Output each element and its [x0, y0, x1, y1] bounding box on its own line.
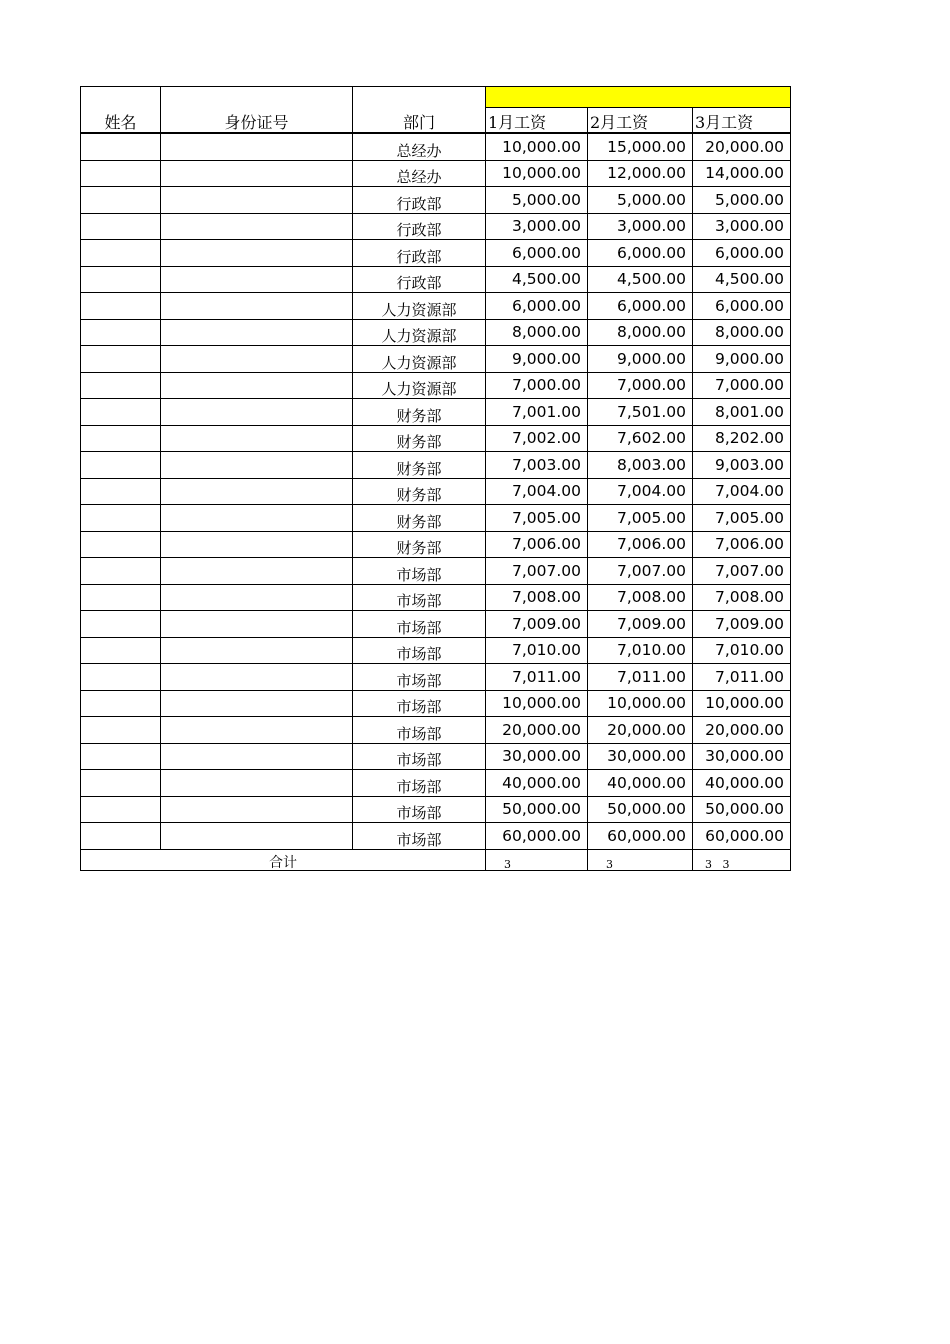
month1-cell[interactable]: 6,000.00 [486, 293, 588, 320]
id-number-cell[interactable] [161, 425, 353, 452]
department-cell[interactable]: 市场部 [353, 823, 486, 850]
id-header-top [161, 87, 353, 108]
salary-sheet [80, 86, 790, 871]
id-number-cell[interactable] [161, 743, 353, 770]
department-cell[interactable]: 市场部 [353, 690, 486, 717]
month2-cell[interactable]: 30,000.00 [588, 743, 693, 770]
name-cell[interactable] [81, 372, 161, 399]
header-row [81, 108, 791, 134]
month1-cell[interactable]: 7,010.00 [486, 637, 588, 664]
id-number-cell[interactable] [161, 187, 353, 214]
month2-cell[interactable]: 8,000.00 [588, 319, 693, 346]
dept-header-top [353, 87, 486, 108]
header-row-top [81, 87, 791, 108]
id-number-cell[interactable] [161, 266, 353, 293]
name-cell[interactable] [81, 823, 161, 850]
name-cell[interactable] [81, 690, 161, 717]
month1-cell[interactable]: 50,000.00 [486, 796, 588, 823]
id-number-cell[interactable] [161, 823, 353, 850]
month3-cell[interactable]: 7,000.00 [693, 372, 791, 399]
month3-cell[interactable]: 7,006.00 [693, 531, 791, 558]
month1-cell[interactable]: 10,000.00 [486, 160, 588, 187]
month3-cell[interactable]: 60,000.00 [693, 823, 791, 850]
total-row [81, 849, 791, 870]
table-row [81, 293, 791, 320]
department-cell[interactable]: 人力资源部 [353, 346, 486, 373]
month2-cell[interactable]: 7,006.00 [588, 531, 693, 558]
id-number-cell[interactable] [161, 319, 353, 346]
total-month2[interactable]: 3 [588, 849, 693, 870]
department-cell[interactable]: 总经办 [353, 133, 486, 160]
month3-cell[interactable]: 7,011.00 [693, 664, 791, 691]
month2-cell[interactable]: 8,003.00 [588, 452, 693, 479]
month1-cell[interactable]: 7,004.00 [486, 478, 588, 505]
name-cell[interactable] [81, 717, 161, 744]
table-row [81, 372, 791, 399]
month1-cell[interactable]: 4,500.00 [486, 266, 588, 293]
total-label[interactable]: 合计 [81, 849, 486, 870]
department-cell[interactable]: 市场部 [353, 558, 486, 585]
month3-cell[interactable]: 10,000.00 [693, 690, 791, 717]
department-cell[interactable]: 人力资源部 [353, 319, 486, 346]
name-cell[interactable] [81, 770, 161, 797]
table-row [81, 505, 791, 532]
month3-cell[interactable]: 20,000.00 [693, 133, 791, 160]
month2-cell[interactable]: 6,000.00 [588, 293, 693, 320]
month1-cell[interactable]: 7,002.00 [486, 425, 588, 452]
month2-cell[interactable]: 6,000.00 [588, 240, 693, 267]
name-cell[interactable] [81, 637, 161, 664]
total-month3[interactable]: 3 3 [693, 849, 791, 870]
table-row [81, 690, 791, 717]
month3-cell[interactable]: 7,008.00 [693, 584, 791, 611]
month2-cell[interactable]: 7,011.00 [588, 664, 693, 691]
department-cell[interactable]: 行政部 [353, 213, 486, 240]
month2-cell[interactable]: 7,009.00 [588, 611, 693, 638]
id-number-cell[interactable] [161, 584, 353, 611]
department-cell[interactable]: 市场部 [353, 770, 486, 797]
id-number-cell[interactable] [161, 505, 353, 532]
table-row [81, 531, 791, 558]
department-cell[interactable]: 市场部 [353, 664, 486, 691]
id-number-cell[interactable] [161, 611, 353, 638]
month3-cell[interactable]: 8,000.00 [693, 319, 791, 346]
month1-cell[interactable]: 20,000.00 [486, 717, 588, 744]
table-row [81, 717, 791, 744]
table-row [81, 796, 791, 823]
month3-cell[interactable]: 7,010.00 [693, 637, 791, 664]
month1-cell[interactable]: 7,008.00 [486, 584, 588, 611]
month3-cell[interactable]: 5,000.00 [693, 187, 791, 214]
month3-cell[interactable]: 50,000.00 [693, 796, 791, 823]
name-cell[interactable] [81, 425, 161, 452]
department-cell[interactable]: 财务部 [353, 399, 486, 426]
department-cell[interactable]: 市场部 [353, 796, 486, 823]
id-number-cell[interactable] [161, 796, 353, 823]
name-cell[interactable] [81, 187, 161, 214]
name-cell[interactable] [81, 319, 161, 346]
name-cell[interactable] [81, 346, 161, 373]
salary-table [80, 86, 791, 871]
id-number-cell[interactable] [161, 240, 353, 267]
month1-cell[interactable]: 7,003.00 [486, 452, 588, 479]
month1-cell[interactable]: 40,000.00 [486, 770, 588, 797]
name-cell[interactable] [81, 505, 161, 532]
month2-cell[interactable]: 60,000.00 [588, 823, 693, 850]
month1-cell[interactable]: 7,000.00 [486, 372, 588, 399]
id-number-cell[interactable] [161, 452, 353, 479]
month2-cell[interactable]: 7,010.00 [588, 637, 693, 664]
department-cell[interactable]: 财务部 [353, 478, 486, 505]
table-row [81, 266, 791, 293]
id-number-cell[interactable] [161, 717, 353, 744]
name-cell[interactable] [81, 796, 161, 823]
id-number-cell[interactable] [161, 133, 353, 160]
table-row [81, 133, 791, 160]
month3-cell[interactable]: 6,000.00 [693, 293, 791, 320]
name-header[interactable]: 姓名 [81, 108, 161, 134]
month3-cell[interactable]: 9,000.00 [693, 346, 791, 373]
name-cell[interactable] [81, 558, 161, 585]
table-row [81, 743, 791, 770]
id-number-header[interactable]: 身份证号 [161, 108, 353, 134]
month3-cell[interactable]: 8,001.00 [693, 399, 791, 426]
month1-cell[interactable]: 7,005.00 [486, 505, 588, 532]
month2-cell[interactable]: 7,005.00 [588, 505, 693, 532]
month1-cell[interactable]: 5,000.00 [486, 187, 588, 214]
month3-cell[interactable]: 8,202.00 [693, 425, 791, 452]
name-cell[interactable] [81, 743, 161, 770]
name-cell[interactable] [81, 611, 161, 638]
month1-cell[interactable]: 7,001.00 [486, 399, 588, 426]
department-header[interactable]: 部门 [353, 108, 486, 134]
month3-cell[interactable]: 7,004.00 [693, 478, 791, 505]
month2-cell[interactable]: 9,000.00 [588, 346, 693, 373]
name-cell[interactable] [81, 293, 161, 320]
id-number-cell[interactable] [161, 637, 353, 664]
total-month1[interactable]: 3 [486, 849, 588, 870]
name-header-top [81, 87, 161, 108]
department-cell[interactable]: 人力资源部 [353, 293, 486, 320]
month3-cell[interactable]: 30,000.00 [693, 743, 791, 770]
month1-cell[interactable]: 7,006.00 [486, 531, 588, 558]
name-cell[interactable] [81, 584, 161, 611]
month1-cell[interactable]: 3,000.00 [486, 213, 588, 240]
id-number-cell[interactable] [161, 399, 353, 426]
month2-cell[interactable]: 7,501.00 [588, 399, 693, 426]
month2-cell[interactable]: 7,000.00 [588, 372, 693, 399]
month3-cell[interactable]: 7,009.00 [693, 611, 791, 638]
id-number-cell[interactable] [161, 372, 353, 399]
id-number-cell[interactable] [161, 690, 353, 717]
month3-cell[interactable]: 20,000.00 [693, 717, 791, 744]
month3-cell[interactable]: 7,005.00 [693, 505, 791, 532]
id-number-cell[interactable] [161, 160, 353, 187]
name-cell[interactable] [81, 213, 161, 240]
id-number-cell[interactable] [161, 770, 353, 797]
month2-cell[interactable]: 10,000.00 [588, 690, 693, 717]
table-row [81, 558, 791, 585]
month1-header[interactable]: 1月工资 [486, 108, 588, 134]
month1-cell[interactable]: 10,000.00 [486, 133, 588, 160]
department-cell[interactable]: 行政部 [353, 240, 486, 267]
table-row [81, 478, 791, 505]
table-row [81, 611, 791, 638]
table-row [81, 187, 791, 214]
department-cell[interactable]: 财务部 [353, 505, 486, 532]
department-cell[interactable]: 市场部 [353, 717, 486, 744]
table-row [81, 213, 791, 240]
month3-header[interactable]: 3月工资 [693, 108, 791, 134]
month2-cell[interactable]: 7,007.00 [588, 558, 693, 585]
month2-cell[interactable]: 12,000.00 [588, 160, 693, 187]
month2-cell[interactable]: 4,500.00 [588, 266, 693, 293]
month2-cell[interactable]: 20,000.00 [588, 717, 693, 744]
month1-cell[interactable]: 10,000.00 [486, 690, 588, 717]
department-cell[interactable]: 行政部 [353, 266, 486, 293]
highlight-header-cell[interactable] [486, 87, 791, 108]
id-number-cell[interactable] [161, 664, 353, 691]
department-cell[interactable]: 市场部 [353, 584, 486, 611]
month1-cell[interactable]: 9,000.00 [486, 346, 588, 373]
name-cell[interactable] [81, 531, 161, 558]
table-row [81, 319, 791, 346]
table-row [81, 452, 791, 479]
month2-cell[interactable]: 15,000.00 [588, 133, 693, 160]
month2-cell[interactable]: 5,000.00 [588, 187, 693, 214]
name-cell[interactable] [81, 452, 161, 479]
name-cell[interactable] [81, 133, 161, 160]
table-row [81, 425, 791, 452]
table-row [81, 770, 791, 797]
month1-cell[interactable]: 6,000.00 [486, 240, 588, 267]
month3-cell[interactable]: 9,003.00 [693, 452, 791, 479]
department-cell[interactable]: 市场部 [353, 743, 486, 770]
department-cell[interactable]: 财务部 [353, 531, 486, 558]
month1-cell[interactable]: 7,009.00 [486, 611, 588, 638]
department-cell[interactable]: 市场部 [353, 611, 486, 638]
department-cell[interactable]: 行政部 [353, 187, 486, 214]
month2-header[interactable]: 2月工资 [588, 108, 693, 134]
name-cell[interactable] [81, 240, 161, 267]
table-row [81, 346, 791, 373]
id-number-cell[interactable] [161, 478, 353, 505]
table-row [81, 399, 791, 426]
table-row [81, 240, 791, 267]
department-cell[interactable]: 总经办 [353, 160, 486, 187]
id-number-cell[interactable] [161, 213, 353, 240]
month1-cell[interactable]: 7,011.00 [486, 664, 588, 691]
month1-cell[interactable]: 30,000.00 [486, 743, 588, 770]
table-row [81, 637, 791, 664]
month2-cell[interactable]: 40,000.00 [588, 770, 693, 797]
month3-cell[interactable]: 7,007.00 [693, 558, 791, 585]
month3-cell[interactable]: 3,000.00 [693, 213, 791, 240]
month2-cell[interactable]: 7,602.00 [588, 425, 693, 452]
table-row [81, 160, 791, 187]
month2-cell[interactable]: 3,000.00 [588, 213, 693, 240]
name-cell[interactable] [81, 664, 161, 691]
department-cell[interactable]: 市场部 [353, 637, 486, 664]
id-number-cell[interactable] [161, 531, 353, 558]
month2-cell[interactable]: 7,004.00 [588, 478, 693, 505]
name-cell[interactable] [81, 266, 161, 293]
month3-cell[interactable]: 4,500.00 [693, 266, 791, 293]
month1-cell[interactable]: 7,007.00 [486, 558, 588, 585]
month1-cell[interactable]: 8,000.00 [486, 319, 588, 346]
department-cell[interactable]: 财务部 [353, 425, 486, 452]
month2-cell[interactable]: 50,000.00 [588, 796, 693, 823]
month3-cell[interactable]: 40,000.00 [693, 770, 791, 797]
table-row [81, 823, 791, 850]
id-number-cell[interactable] [161, 346, 353, 373]
month3-cell[interactable]: 14,000.00 [693, 160, 791, 187]
department-cell[interactable]: 财务部 [353, 452, 486, 479]
id-number-cell[interactable] [161, 293, 353, 320]
name-cell[interactable] [81, 399, 161, 426]
department-cell[interactable]: 人力资源部 [353, 372, 486, 399]
table-row [81, 664, 791, 691]
month1-cell[interactable]: 60,000.00 [486, 823, 588, 850]
name-cell[interactable] [81, 160, 161, 187]
month3-cell[interactable]: 6,000.00 [693, 240, 791, 267]
table-row [81, 584, 791, 611]
name-cell[interactable] [81, 478, 161, 505]
month2-cell[interactable]: 7,008.00 [588, 584, 693, 611]
id-number-cell[interactable] [161, 558, 353, 585]
table-body [81, 133, 791, 849]
